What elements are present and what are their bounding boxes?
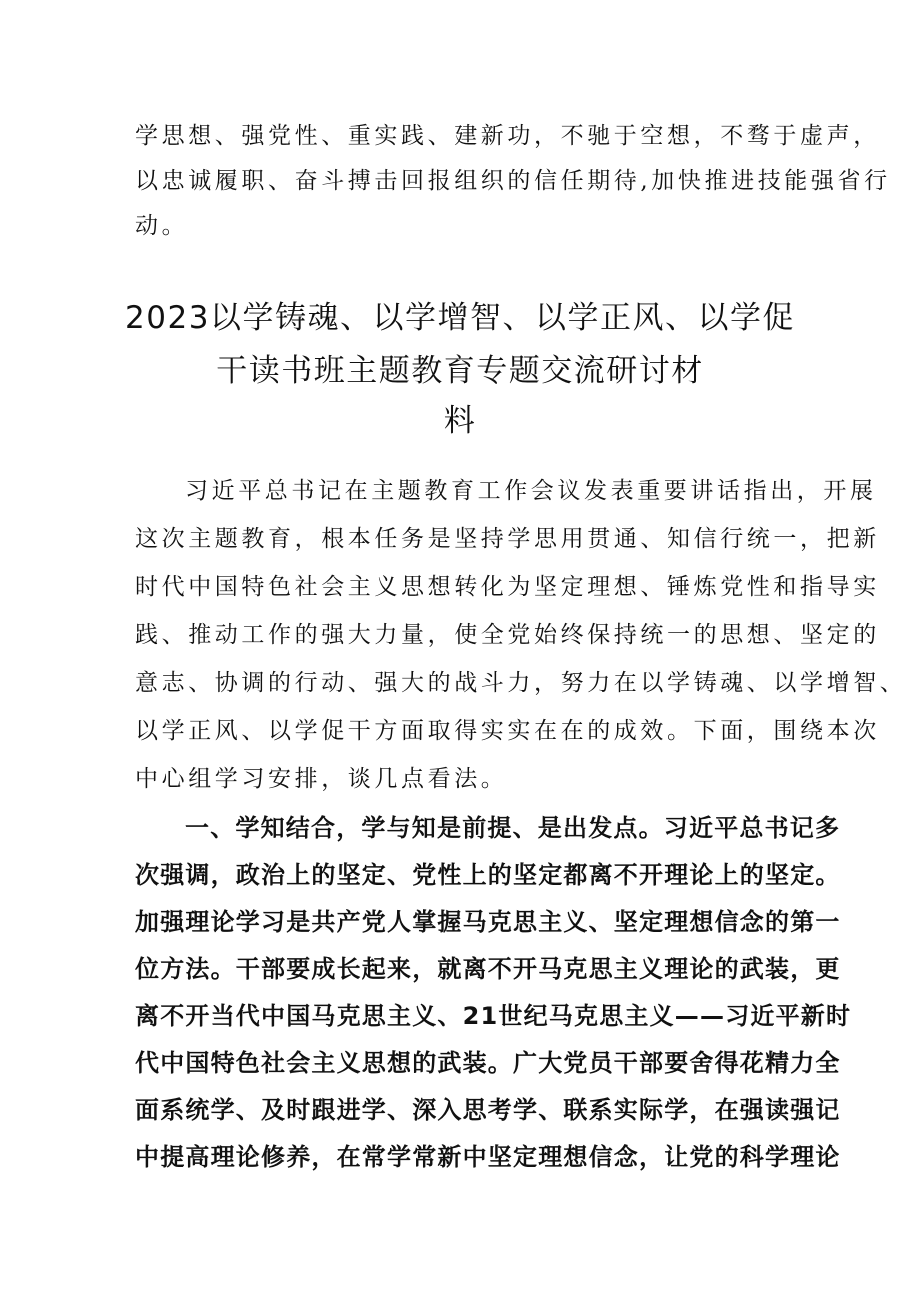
paragraph-line: 中心组学习安排，谈几点看法。 (135, 766, 508, 792)
paragraph-line: 这次主题教育，根本任务是坚持学思用贯通、知信行统一，把新 (135, 526, 880, 552)
paragraph-line: 位方法。干部要成长起来，就离不开马克思主义理论的武装，更 (135, 955, 841, 983)
paragraph-line: 加强理论学习是共产党人掌握马克思主义、坚定理想信念的第一 (135, 908, 841, 936)
document-title-line: 干读书班主题教育专题交流研讨材 (216, 353, 704, 389)
intro-line: 以忠诚履职、奋斗搏击回报组织的信任期待,加快推进技能强省行 (135, 168, 891, 194)
paragraph-line: 习近平总书记在主题教育工作会议发表重要讲话指出，开展 (185, 478, 877, 504)
intro-line: 动。 (135, 213, 189, 239)
document-title-line: 料 (443, 403, 477, 439)
paragraph-line: 面系统学、及时跟进学、深入思考学、联系实际学，在强读强记 (135, 1096, 841, 1124)
paragraph-line: 以学正风、以学促干方面取得实实在在的成效。下面，围绕本次 (135, 718, 880, 744)
paragraph-line: 践、推动工作的强大力量，使全党始终保持统一的思想、坚定的 (135, 622, 880, 648)
paragraph-line: 次强调，政治上的坚定、党性上的坚定都离不开理论上的坚定。 (135, 861, 841, 889)
paragraph-line: 意志、协调的行动、强大的战斗力，努力在以学铸魂、以学增智、 (135, 670, 907, 696)
paragraph-line: 代中国特色社会主义思想的武装。广大党员干部要舍得花精力全 (135, 1049, 841, 1077)
intro-line: 学思想、强党性、重实践、建新功，不驰于空想，不骛于虚声， (135, 123, 880, 149)
document-title-line: 2023以学铸魂、以学增智、以学正风、以学促 (125, 300, 795, 336)
paragraph-line: 时代中国特色社会主义思想转化为坚定理想、锤炼党性和指导实 (135, 574, 880, 600)
section-heading-line: 一、学知结合，学与知是前提、是出发点。习近平总书记多 (185, 814, 841, 842)
paragraph-line: 中提高理论修养，在常学常新中坚定理想信念，让党的科学理论 (135, 1143, 841, 1171)
paragraph-line: 离不开当代中国马克思主义、21世纪马克思主义——习近平新时 (135, 1002, 852, 1030)
